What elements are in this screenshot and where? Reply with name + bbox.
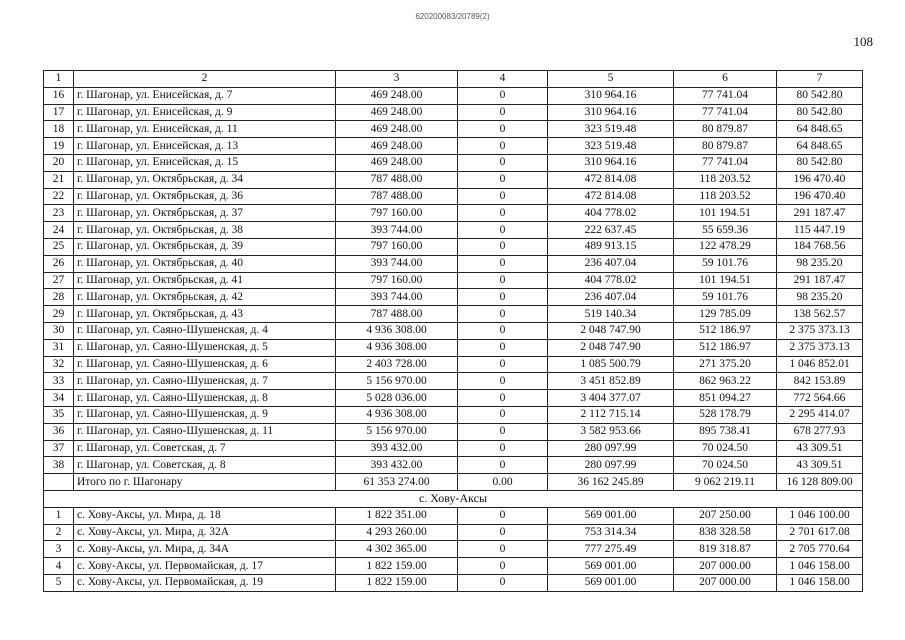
table-cell: г. Шагонар, ул. Саяно-Шушенская, д. 9 xyxy=(74,406,336,423)
table-cell: г. Шагонар, ул. Енисейская, д. 7 xyxy=(74,87,336,104)
table-row xyxy=(44,272,863,289)
table-cell: 404 778.02 xyxy=(548,272,674,289)
table-cell: 842 153.89 xyxy=(777,373,863,390)
table-cell: 569 001.00 xyxy=(548,558,674,575)
table-cell: 2 048 747.90 xyxy=(548,339,674,356)
table-row xyxy=(44,322,863,339)
table-cell: 310 964.16 xyxy=(548,87,674,104)
table-cell: 4 293 260.00 xyxy=(336,524,458,541)
table-row xyxy=(44,306,863,323)
table-cell: 101 194.51 xyxy=(674,205,777,222)
table-cell: 222 637.45 xyxy=(548,222,674,239)
table-cell: 0 xyxy=(458,356,548,373)
table-cell: 17 xyxy=(44,104,74,121)
table-cell: 36 162 245.89 xyxy=(548,474,674,491)
table-row xyxy=(44,104,863,121)
table-cell: 393 432.00 xyxy=(336,457,458,474)
table-cell: 36 xyxy=(44,423,74,440)
table-row xyxy=(44,390,863,407)
table-cell: 323 519.48 xyxy=(548,138,674,155)
table-cell: 80 879.87 xyxy=(674,121,777,138)
table-cell: с. Хову-Аксы, ул. Первомайская, д. 19 xyxy=(74,574,336,591)
table-cell: г. Шагонар, ул. Октябрьская, д. 40 xyxy=(74,255,336,272)
table-cell: 19 xyxy=(44,138,74,155)
table-cell: 101 194.51 xyxy=(674,272,777,289)
table-cell: 0 xyxy=(458,440,548,457)
table-cell: 80 879.87 xyxy=(674,138,777,155)
table-cell: 0 xyxy=(458,574,548,591)
table-row xyxy=(44,373,863,390)
table-cell: 787 488.00 xyxy=(336,171,458,188)
table-cell: 512 186.97 xyxy=(674,339,777,356)
table-cell: 489 913.15 xyxy=(548,238,674,255)
table-cell: 122 478.29 xyxy=(674,238,777,255)
table-cell: 2 295 414.07 xyxy=(777,406,863,423)
table-row xyxy=(44,339,863,356)
table-cell: 3 582 953.66 xyxy=(548,423,674,440)
table-cell: 98 235.20 xyxy=(777,255,863,272)
table-cell: 0 xyxy=(458,188,548,205)
table-cell: 24 xyxy=(44,222,74,239)
table-cell: Итого по г. Шагонару xyxy=(74,474,336,491)
table-cell: 31 xyxy=(44,339,74,356)
table-cell: 393 744.00 xyxy=(336,222,458,239)
table-cell: 1 xyxy=(44,507,74,524)
table-cell: 0 xyxy=(458,406,548,423)
table-cell: 0 xyxy=(458,558,548,575)
register-table xyxy=(43,70,863,592)
table-cell: 77 741.04 xyxy=(674,154,777,171)
table-row xyxy=(44,171,863,188)
table-cell: 678 277.93 xyxy=(777,423,863,440)
table-cell: 38 xyxy=(44,457,74,474)
table-cell: 28 xyxy=(44,289,74,306)
table-cell: 1 046 158.00 xyxy=(777,574,863,591)
table-cell: г. Шагонар, ул. Енисейская, д. 13 xyxy=(74,138,336,155)
table-row xyxy=(44,138,863,155)
table-cell: 43 309.51 xyxy=(777,440,863,457)
table-cell: 0 xyxy=(458,272,548,289)
column-header: 5 xyxy=(548,71,674,88)
table-cell: 0 xyxy=(458,457,548,474)
table-cell: г. Шагонар, ул. Саяно-Шушенская, д. 6 xyxy=(74,356,336,373)
column-header: 7 xyxy=(777,71,863,88)
table-cell: 393 432.00 xyxy=(336,440,458,457)
table-cell: г. Шагонар, ул. Енисейская, д. 9 xyxy=(74,104,336,121)
table-cell: 59 101.76 xyxy=(674,289,777,306)
table-cell: 115 447.19 xyxy=(777,222,863,239)
table-cell: 777 275.49 xyxy=(548,541,674,558)
table-row xyxy=(44,440,863,457)
table-cell: 55 659.36 xyxy=(674,222,777,239)
table-cell: 18 xyxy=(44,121,74,138)
table-cell: 895 738.41 xyxy=(674,423,777,440)
table-row xyxy=(44,154,863,171)
table-cell: 27 xyxy=(44,272,74,289)
table-cell: 0 xyxy=(458,222,548,239)
table-cell: 0 xyxy=(458,154,548,171)
table-cell: 1 822 351.00 xyxy=(336,507,458,524)
table-cell: 393 744.00 xyxy=(336,289,458,306)
page-number: 108 xyxy=(853,34,873,49)
table-cell: 1 046 852.01 xyxy=(777,356,863,373)
table-cell: г. Шагонар, ул. Октябрьская, д. 34 xyxy=(74,171,336,188)
table-cell: 0 xyxy=(458,255,548,272)
table-row xyxy=(44,121,863,138)
table-cell: 0 xyxy=(458,138,548,155)
table-cell: 207 000.00 xyxy=(674,558,777,575)
table-cell: с. Хову-Аксы, ул. Мира, д. 34А xyxy=(74,541,336,558)
table-cell: 862 963.22 xyxy=(674,373,777,390)
table-cell: 2 705 770.64 xyxy=(777,541,863,558)
table-cell: 1 046 100.00 xyxy=(777,507,863,524)
table-cell: 25 xyxy=(44,238,74,255)
table-cell: 787 488.00 xyxy=(336,306,458,323)
table-cell: 0 xyxy=(458,238,548,255)
table-cell: 5 028 036.00 xyxy=(336,390,458,407)
table-cell: 1 822 159.00 xyxy=(336,558,458,575)
table-cell: 0 xyxy=(458,87,548,104)
table-cell: г. Шагонар, ул. Октябрьская, д. 37 xyxy=(74,205,336,222)
table-cell: 0.00 xyxy=(458,474,548,491)
table-cell: 59 101.76 xyxy=(674,255,777,272)
table-cell: 98 235.20 xyxy=(777,289,863,306)
table-cell: 1 822 159.00 xyxy=(336,574,458,591)
table-row xyxy=(44,457,863,474)
table-cell: 129 785.09 xyxy=(674,306,777,323)
table-row xyxy=(44,238,863,255)
table-row xyxy=(44,87,863,104)
table-cell: 512 186.97 xyxy=(674,322,777,339)
table-body xyxy=(44,71,863,592)
table-cell: 80 542.80 xyxy=(777,104,863,121)
table-cell: г. Шагонар, ул. Енисейская, д. 11 xyxy=(74,121,336,138)
table-cell: 0 xyxy=(458,507,548,524)
column-header: 4 xyxy=(458,71,548,88)
table-cell: 196 470.40 xyxy=(777,171,863,188)
table-cell: 207 000.00 xyxy=(674,574,777,591)
table-cell: 5 156 970.00 xyxy=(336,373,458,390)
table-cell: 0 xyxy=(458,289,548,306)
table-cell: 118 203.52 xyxy=(674,171,777,188)
table-cell: с. Хову-Аксы, ул. Первомайская, д. 17 xyxy=(74,558,336,575)
table-cell: 569 001.00 xyxy=(548,574,674,591)
table-cell: 2 701 617.08 xyxy=(777,524,863,541)
table-cell: 0 xyxy=(458,104,548,121)
table-cell: 472 814.08 xyxy=(548,171,674,188)
table-row xyxy=(44,558,863,575)
table-cell: 16 128 809.00 xyxy=(777,474,863,491)
table-cell: 64 848.65 xyxy=(777,138,863,155)
table-cell: 32 xyxy=(44,356,74,373)
table-cell: 21 xyxy=(44,171,74,188)
table-cell: 280 097.99 xyxy=(548,440,674,457)
table-cell: 236 407.04 xyxy=(548,289,674,306)
table-cell: 2 375 373.13 xyxy=(777,322,863,339)
table-cell: г. Шагонар, ул. Саяно-Шушенская, д. 4 xyxy=(74,322,336,339)
table-cell: 404 778.02 xyxy=(548,205,674,222)
table-cell: г. Шагонар, ул. Саяно-Шушенская, д. 8 xyxy=(74,390,336,407)
table-cell: г. Шагонар, ул. Саяно-Шушенская, д. 11 xyxy=(74,423,336,440)
table-cell: 207 250.00 xyxy=(674,507,777,524)
table-cell: 236 407.04 xyxy=(548,255,674,272)
table-cell: 35 xyxy=(44,406,74,423)
table-cell: 64 848.65 xyxy=(777,121,863,138)
table-cell: 80 542.80 xyxy=(777,87,863,104)
table-cell: 0 xyxy=(458,121,548,138)
table-cell: 4 936 308.00 xyxy=(336,322,458,339)
table-cell: 3 404 377.07 xyxy=(548,390,674,407)
table-cell: 196 470.40 xyxy=(777,188,863,205)
table-cell: 0 xyxy=(458,339,548,356)
table-cell: 37 xyxy=(44,440,74,457)
table-cell: 469 248.00 xyxy=(336,138,458,155)
table-cell: 5 xyxy=(44,574,74,591)
table-cell: 797 160.00 xyxy=(336,205,458,222)
table-cell: 528 178.79 xyxy=(674,406,777,423)
table-cell: г. Шагонар, ул. Саяно-Шушенская, д. 5 xyxy=(74,339,336,356)
table-cell: 569 001.00 xyxy=(548,507,674,524)
table-cell: г. Шагонар, ул. Советская, д. 7 xyxy=(74,440,336,457)
table-cell: 2 403 728.00 xyxy=(336,356,458,373)
table-cell: 2 375 373.13 xyxy=(777,339,863,356)
table-row xyxy=(44,541,863,558)
table-header-row xyxy=(44,71,863,88)
table-cell: г. Шагонар, ул. Октябрьская, д. 42 xyxy=(74,289,336,306)
table-cell: 70 024.50 xyxy=(674,440,777,457)
table-cell: 2 112 715.14 xyxy=(548,406,674,423)
table-cell: 753 314.34 xyxy=(548,524,674,541)
table-cell: 16 xyxy=(44,87,74,104)
section-header-row xyxy=(44,490,863,507)
table-cell: 0 xyxy=(458,524,548,541)
table-cell: 1 046 158.00 xyxy=(777,558,863,575)
table-cell: 0 xyxy=(458,423,548,440)
table-cell: 469 248.00 xyxy=(336,121,458,138)
table-cell: 26 xyxy=(44,255,74,272)
table-cell: г. Шагонар, ул. Октябрьская, д. 39 xyxy=(74,238,336,255)
table-cell: 469 248.00 xyxy=(336,154,458,171)
table-cell: г. Шагонар, ул. Октябрьская, д. 36 xyxy=(74,188,336,205)
table-cell: 393 744.00 xyxy=(336,255,458,272)
table-cell: 469 248.00 xyxy=(336,104,458,121)
table-cell: 4 xyxy=(44,558,74,575)
table-cell: 4 302 365.00 xyxy=(336,541,458,558)
table-cell: 34 xyxy=(44,390,74,407)
table-cell: 80 542.80 xyxy=(777,154,863,171)
table-cell: 0 xyxy=(458,390,548,407)
table-cell: 5 156 970.00 xyxy=(336,423,458,440)
table-cell: с. Хову-Аксы, ул. Мира, д. 32А xyxy=(74,524,336,541)
table-cell: г. Шагонар, ул. Октябрьская, д. 38 xyxy=(74,222,336,239)
table-cell: 310 964.16 xyxy=(548,104,674,121)
table-cell: 291 187.47 xyxy=(777,272,863,289)
table-cell: 772 564.66 xyxy=(777,390,863,407)
table-cell: 2 048 747.90 xyxy=(548,322,674,339)
table-cell: г. Шагонар, ул. Октябрьская, д. 43 xyxy=(74,306,336,323)
table-cell: 20 xyxy=(44,154,74,171)
column-header: 3 xyxy=(336,71,458,88)
table-cell: 271 375.20 xyxy=(674,356,777,373)
table-cell: с. Хову-Аксы, ул. Мира, д. 18 xyxy=(74,507,336,524)
table-cell: 1 085 500.79 xyxy=(548,356,674,373)
table-row xyxy=(44,356,863,373)
table-cell: 138 562.57 xyxy=(777,306,863,323)
table-cell: г. Шагонар, ул. Саяно-Шушенская, д. 7 xyxy=(74,373,336,390)
table-row xyxy=(44,205,863,222)
table-cell: 2 xyxy=(44,524,74,541)
table-row xyxy=(44,423,863,440)
document-code: 620200083/20789(2) xyxy=(415,12,490,21)
table-cell: 0 xyxy=(458,205,548,222)
table-cell: 4 936 308.00 xyxy=(336,339,458,356)
table-cell: 472 814.08 xyxy=(548,188,674,205)
table-cell: 0 xyxy=(458,322,548,339)
table-cell: 23 xyxy=(44,205,74,222)
table-cell: 4 936 308.00 xyxy=(336,406,458,423)
table-cell: г. Шагонар, ул. Енисейская, д. 15 xyxy=(74,154,336,171)
table-cell: 9 062 219.11 xyxy=(674,474,777,491)
table-cell: 469 248.00 xyxy=(336,87,458,104)
table-cell: 0 xyxy=(458,306,548,323)
table-cell: 43 309.51 xyxy=(777,457,863,474)
table-cell: 797 160.00 xyxy=(336,238,458,255)
table-cell: 118 203.52 xyxy=(674,188,777,205)
table-cell: 838 328.58 xyxy=(674,524,777,541)
table-cell: 797 160.00 xyxy=(336,272,458,289)
table-cell: 3 xyxy=(44,541,74,558)
table-cell: 3 451 852.89 xyxy=(548,373,674,390)
table-cell: 33 xyxy=(44,373,74,390)
table-cell: 519 140.34 xyxy=(548,306,674,323)
table-cell: 77 741.04 xyxy=(674,87,777,104)
table-cell: 22 xyxy=(44,188,74,205)
table-row xyxy=(44,188,863,205)
table-cell: 29 xyxy=(44,306,74,323)
table-cell: 184 768.56 xyxy=(777,238,863,255)
table-cell: 0 xyxy=(458,171,548,188)
table-row xyxy=(44,507,863,524)
table-row xyxy=(44,406,863,423)
table-row xyxy=(44,289,863,306)
table-cell: 70 024.50 xyxy=(674,457,777,474)
total-row xyxy=(44,474,863,491)
table-cell: 851 094.27 xyxy=(674,390,777,407)
table-cell: 323 519.48 xyxy=(548,121,674,138)
section-title: с. Хову-Аксы xyxy=(44,490,863,507)
table-cell: 61 353 274.00 xyxy=(336,474,458,491)
table-cell: 280 097.99 xyxy=(548,457,674,474)
table-cell: г. Шагонар, ул. Октябрьская, д. 41 xyxy=(74,272,336,289)
column-header: 1 xyxy=(44,71,74,88)
table-cell xyxy=(44,474,74,491)
table-cell: 0 xyxy=(458,373,548,390)
table-cell: 77 741.04 xyxy=(674,104,777,121)
table-cell: 819 318.87 xyxy=(674,541,777,558)
table-cell: 30 xyxy=(44,322,74,339)
table-row xyxy=(44,524,863,541)
table-row xyxy=(44,255,863,272)
table-cell: 310 964.16 xyxy=(548,154,674,171)
table-row xyxy=(44,574,863,591)
table-cell: 787 488.00 xyxy=(336,188,458,205)
table-cell: г. Шагонар, ул. Советская, д. 8 xyxy=(74,457,336,474)
column-header: 2 xyxy=(74,71,336,88)
column-header: 6 xyxy=(674,71,777,88)
table-cell: 0 xyxy=(458,541,548,558)
table-row xyxy=(44,222,863,239)
table-cell: 291 187.47 xyxy=(777,205,863,222)
